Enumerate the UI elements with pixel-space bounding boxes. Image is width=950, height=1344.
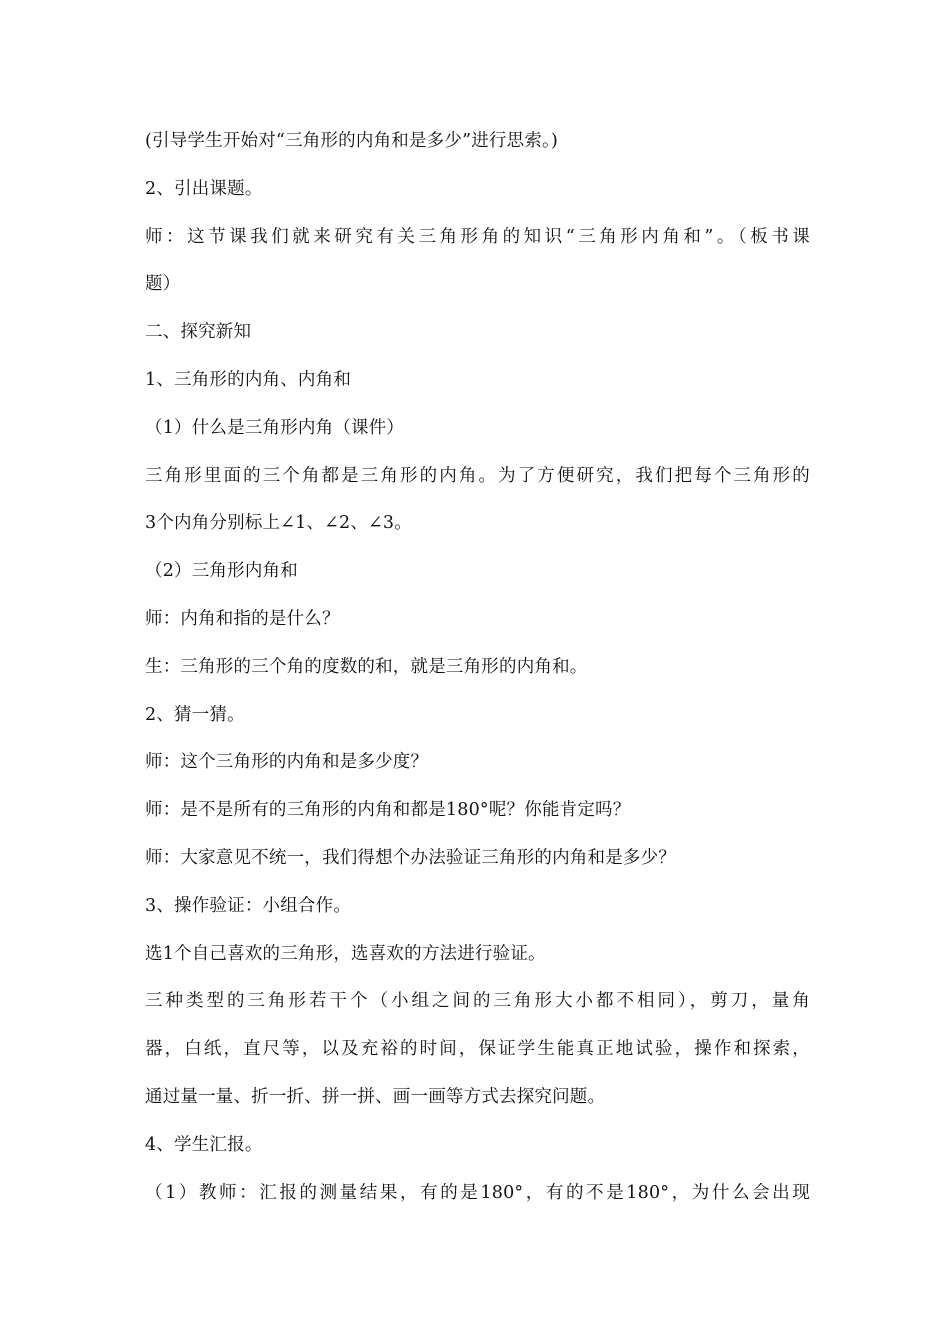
subsection-heading: 3、操作验证：小组合作。: [145, 895, 352, 916]
text-line: 师：内角和指的是什么？: [145, 608, 340, 629]
text-line: 器，白纸，直尺等，以及充裕的时间，保证学生能真正地试验，操作和探索，: [145, 1039, 810, 1060]
text-line: （1）教师：汇报的测量结果，有的是180°，有的不是180°，为什么会出现: [145, 1182, 810, 1203]
text-line: （2）三角形内角和: [145, 561, 298, 582]
document-body: [145, 121, 810, 1220]
text-line: 通过量一量、折一折、拼一拼、画一画等方式去探究问题。: [145, 1086, 606, 1107]
text-line: （1）什么是三角形内角（课件）: [145, 417, 405, 438]
text-line: 3个内角分别标上∠1、∠2、∠3。: [145, 513, 412, 534]
text-line: 生：三角形的三个角的度数的和，就是三角形的内角和。: [145, 656, 588, 677]
text-line: 2、引出课题。: [145, 178, 263, 199]
subsection-heading: 2、猜一猜。: [145, 704, 245, 725]
text-line: 师：这个三角形的内角和是多少度？: [145, 752, 429, 773]
text-line: 师：是不是所有的三角形的内角和都是180°呢？你能肯定吗？: [145, 800, 631, 821]
text-line: 师：这节课我们就来研究有关三角形角的知识“三角形内角和”。（板书课: [145, 226, 810, 247]
subsection-heading: 1、三角形的内角、内角和: [145, 369, 352, 390]
text-line: 选1个自己喜欢的三角形，选喜欢的方法进行验证。: [145, 943, 546, 964]
text-line: 三角形里面的三个角都是三角形的内角。为了方便研究，我们把每个三角形的: [145, 465, 810, 486]
subsection-heading: 4、学生汇报。: [145, 1134, 263, 1155]
text-line: 师：大家意见不统一，我们得想个办法验证三角形的内角和是多少？: [145, 847, 676, 868]
section-heading: 二、探究新知: [145, 322, 252, 343]
text-line: (引导学生开始对“三角形的内角和是多少”进行思索。): [145, 131, 558, 151]
text-line: 三种类型的三角形若干个（小组之间的三角形大小都不相同），剪刀，量角: [145, 991, 810, 1012]
text-line: 题）: [145, 274, 181, 295]
